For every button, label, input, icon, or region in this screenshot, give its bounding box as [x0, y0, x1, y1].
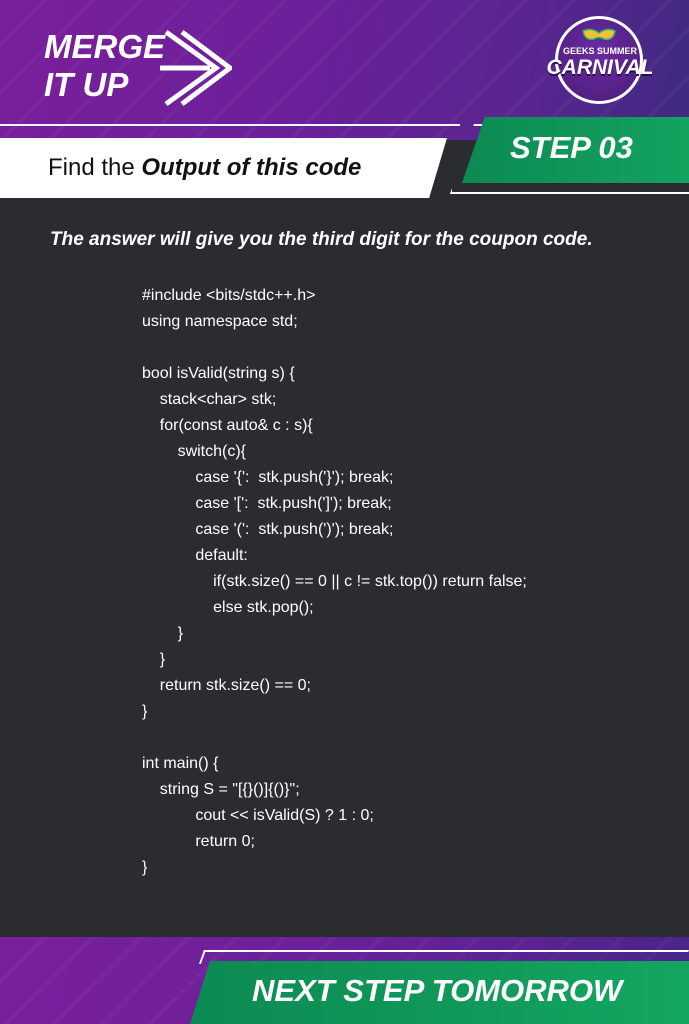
- next-step-label: NEXT STEP TOMORROW: [252, 973, 623, 1008]
- code-line: #include <bits/stdc++.h>: [142, 287, 316, 304]
- code-line: string S = "[{}()]{()}";: [142, 781, 300, 798]
- logo-line-1: MERGE: [44, 28, 166, 65]
- code-line: else stk.pop();: [142, 599, 314, 616]
- mask-icon: [582, 28, 616, 42]
- code-line: case '(': stk.push(')'); break;: [142, 521, 394, 538]
- code-line: return 0;: [142, 833, 255, 850]
- code-line: case '{': stk.push('}'); break;: [142, 469, 394, 486]
- arrow-icon: [160, 28, 232, 108]
- page-title: [48, 153, 361, 183]
- code-line: default:: [142, 547, 248, 564]
- code-line: cout << isValid(S) ? 1 : 0;: [142, 807, 374, 824]
- code-line: return stk.size() == 0;: [142, 677, 311, 694]
- code-line: if(stk.size() == 0 || c != stk.top()) return false;: [142, 573, 527, 590]
- code-line: }: [142, 625, 183, 642]
- subtitle: The answer will give you the third digit for the coupon code.: [50, 229, 593, 250]
- title-bold: Output of this code: [141, 154, 362, 181]
- code-line: }: [142, 859, 148, 876]
- code-line: for(const auto& c : s){: [142, 417, 313, 434]
- code-line: switch(c){: [142, 443, 247, 460]
- carnival-logo: [546, 16, 654, 96]
- code-line: using namespace std;: [142, 313, 298, 330]
- carnival-line-2: CARNIVAL: [546, 56, 654, 79]
- code-line: }: [142, 703, 148, 720]
- code-line: case '[': stk.push(']'); break;: [142, 495, 392, 512]
- code-line: int main() {: [142, 755, 219, 772]
- code-line: stack<char> stk;: [142, 391, 277, 408]
- merge-it-up-logo: [44, 28, 234, 108]
- code-line: }: [142, 651, 166, 668]
- carnival-line-1: GEEKS SUMMER: [562, 46, 637, 56]
- title-plain: Find the: [48, 154, 142, 181]
- step-label: STEP 03: [510, 130, 633, 165]
- code-line: bool isValid(string s) {: [142, 365, 295, 382]
- logo-line-2: IT UP: [44, 66, 129, 103]
